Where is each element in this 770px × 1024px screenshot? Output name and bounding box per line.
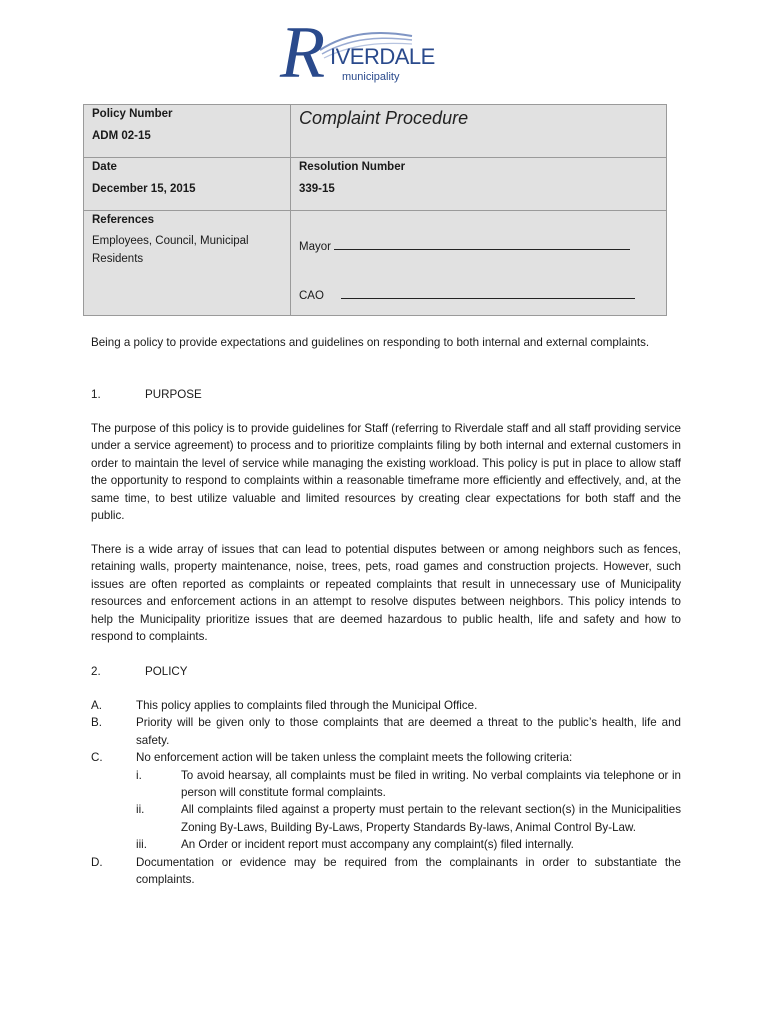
section-title: POLICY — [145, 665, 188, 678]
resolution-label: Resolution Number — [299, 161, 406, 173]
list-item: A. This policy applies to complaints filed through the Municipal Office. — [91, 699, 478, 712]
mayor-signature-field — [334, 238, 630, 250]
mayor-label: Mayor — [299, 241, 331, 253]
logo-subtitle: municipality — [342, 71, 400, 83]
policy-number-cell — [84, 105, 291, 158]
policy-list — [91, 697, 681, 888]
list-item: C. No enforcement action will be taken unless the complaint meets the following criteria: — [91, 751, 573, 765]
criteria-item: ii. All complaints filed against a property must pertain to the relevant section(s) in the Municipalities Zoning By-Laws, Building By-Laws, Property Standards By-laws, Animal Control By-Law. — [136, 803, 681, 834]
references-cell — [84, 211, 291, 316]
mayor-signature-line — [299, 238, 658, 253]
riverdale-logo — [280, 12, 435, 94]
resolution-cell — [291, 158, 667, 211]
list-item: B. Priority will be given only to those complaints that are deemed a threat to the public’s health, life and safety. — [91, 716, 681, 747]
section-number: 2. — [91, 665, 101, 678]
date-cell — [84, 158, 291, 211]
policy-header-table — [83, 104, 667, 316]
policy-number-value: ADM 02-15 — [92, 130, 151, 142]
cao-signature-field — [341, 287, 635, 299]
criteria-item: iii. An Order or incident report must accompany any complaint(s) filed internally. — [136, 838, 574, 852]
section-number: 1. — [91, 388, 101, 401]
date-value: December 15, 2015 — [92, 183, 196, 195]
title-cell — [291, 105, 667, 158]
signature-cell — [291, 211, 667, 316]
section-heading-policy — [91, 663, 681, 680]
purpose-paragraph-1: The purpose of this policy is to provide guidelines for Staff (referring to Riverdale staff and all staff providing service under a service agreement) to process and to prioritize complaints filing by both internal and external customers in order to maintain the level of service while managing the existing workload. This policy is put in place to allow staff the opportunity to respond to complaints within a reasonable timeframe more efficiently and effectively, and, at the same time, to best utilize valuable and limited resources by creating clear expectations for both staff and the public. — [91, 422, 681, 523]
section-title: PURPOSE — [145, 388, 202, 401]
list-item: D. Documentation or evidence may be required from the complainants in order to substantiate the complaints. — [91, 855, 681, 887]
cao-label: CAO — [299, 290, 324, 302]
resolution-value: 339-15 — [299, 183, 335, 195]
purpose-paragraph-2: There is a wide array of issues that can lead to potential disputes between or among neighbors such as fences, retaining walls, property maintenance, noise, trees, pets, road games and construction projects. However, such issues are often reported as complaints or repeated complaints that result in unnecessary use of Municipality resources and enforcement actions in an attempt to resolve disputes between neighbors. This policy intends to help the Municipality prioritize issues that are deemed hazardous to public health, life and safety and how to respond to complaints. — [91, 543, 681, 644]
criteria-item: i. To avoid hearsay, all complaints must be filed in writing. No verbal complaints via telephone or in person will constitute formal complaints. — [136, 768, 681, 800]
cao-signature-line — [299, 287, 658, 302]
logo-initial: R — [280, 12, 326, 94]
section-heading-purpose — [91, 386, 681, 403]
references-label: References — [92, 214, 155, 226]
policy-title: Complaint Procedure — [299, 108, 469, 128]
date-label: Date — [92, 161, 117, 173]
logo-name: IVERDALE — [330, 44, 435, 69]
policy-number-label: Policy Number — [92, 108, 173, 120]
references-value: Employees, Council, Municipal Residents — [92, 235, 249, 265]
intro-paragraph: Being a policy to provide expectations and guidelines on responding to both internal and external complaints. — [91, 336, 650, 349]
